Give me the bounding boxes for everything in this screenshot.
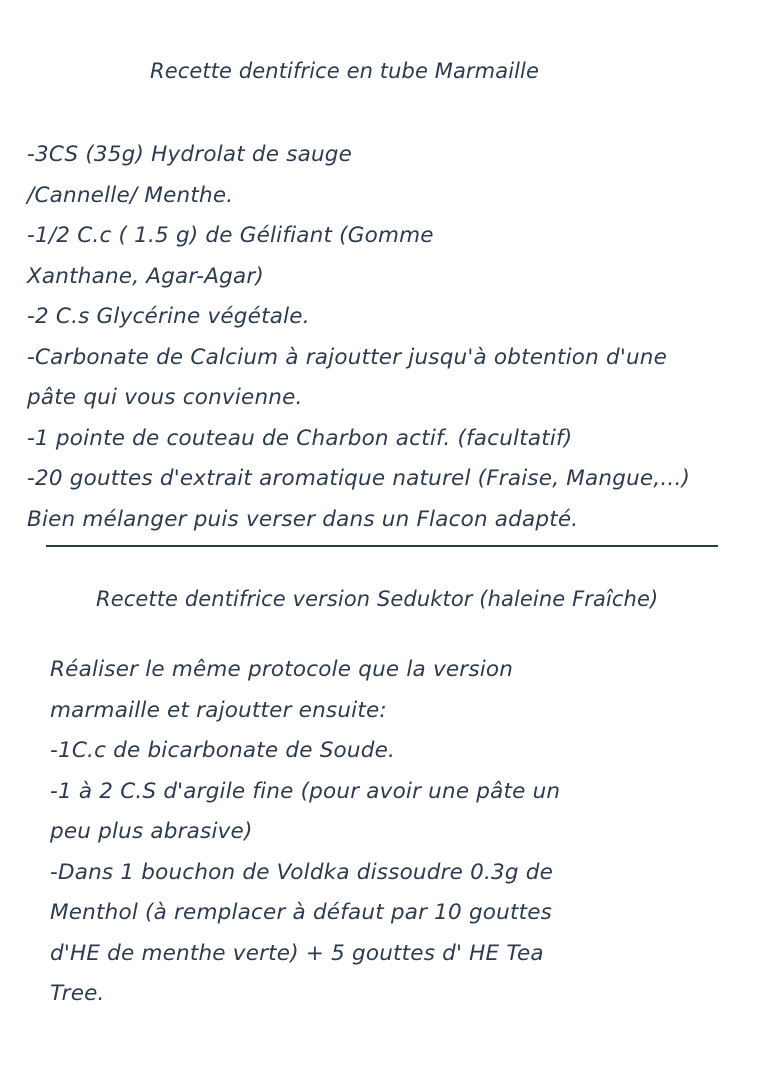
recipe-title-seduktor: Recette dentifrice version Seduktor (haleine Fraîche) [96, 587, 659, 611]
recipe-line: -20 gouttes d'extrait aromatique naturel (Fraise, Mangue,...) [27, 466, 691, 491]
recipe-line: -1/2 C.c ( 1.5 g) de Gélifiant (Gomme [27, 223, 434, 248]
recipe-line: -1C.c de bicarbonate de Soude. [50, 738, 396, 763]
recipe-line: Menthol (à remplacer à défaut par 10 gouttes [50, 900, 553, 925]
recipe-seduktor-lines [50, 650, 560, 1015]
recipe-line: Bien mélanger puis verser dans un Flacon adapté. [27, 506, 579, 532]
recipe-title-marmaille: Recette dentifrice en tube Marmaille [150, 59, 540, 83]
recipe-line: pâte qui vous convienne. [27, 385, 303, 410]
recipe-marmaille-lines [27, 135, 690, 540]
recipe-line: -3CS (35g) Hydrolat de sauge [27, 142, 353, 167]
recipe-line: -Carbonate de Calcium à rajoutter jusqu'à obtention d'une [27, 344, 668, 370]
section-divider [46, 545, 718, 547]
recipe-line: -1 pointe de couteau de Charbon actif. (facultatif) [27, 425, 573, 451]
recipe-line: -Dans 1 bouchon de Voldka dissoudre 0.3g de [50, 859, 554, 885]
recipe-line: d'HE de menthe verte) + 5 gouttes d' HE Tea [50, 940, 544, 966]
recipe-line: Tree. [50, 981, 105, 1006]
recipe-line: /Cannelle/ Menthe. [27, 182, 234, 208]
recipe-line: -2 C.s Glycérine végétale. [27, 304, 310, 329]
recipe-line: marmaille et rajoutter ensuite: [50, 697, 387, 723]
recipe-line: Réaliser le même protocole que la version [50, 657, 514, 682]
recipe-line: -1 à 2 C.S d'argile fine (pour avoir une pâte un [50, 778, 561, 804]
recipe-line: peu plus abrasive) [50, 819, 253, 844]
recipe-line: Xanthane, Agar-Agar) [27, 263, 264, 289]
